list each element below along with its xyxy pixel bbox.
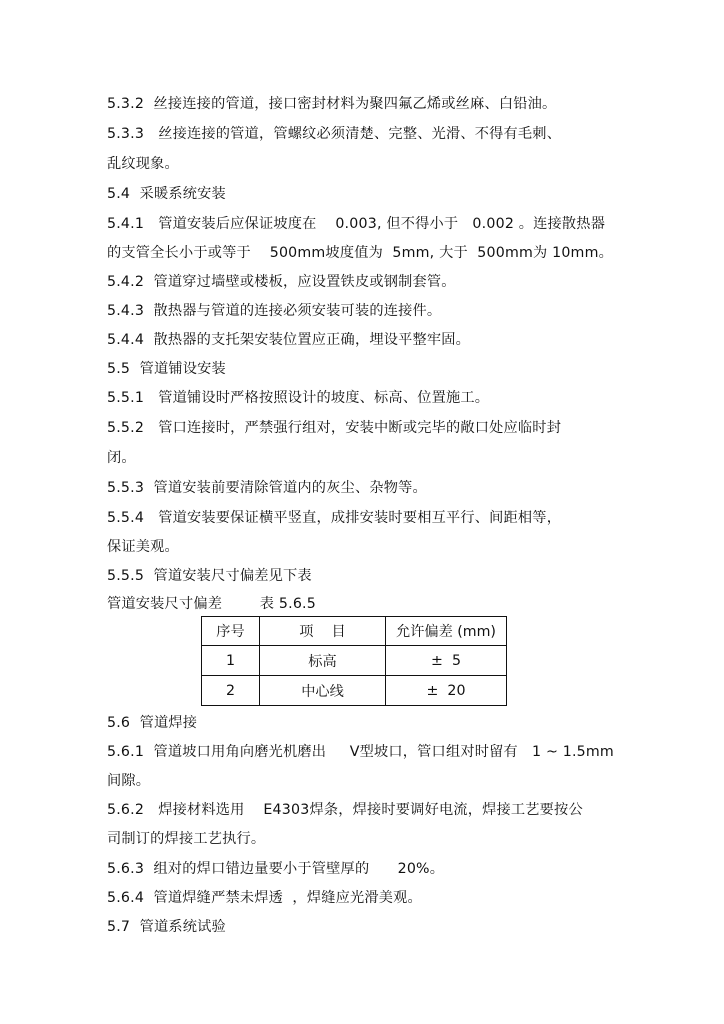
text-line: 5.5.5 管道安装尺寸偏差见下表 bbox=[107, 568, 312, 584]
table-cell: 标高 bbox=[260, 646, 386, 676]
section-heading: 5.7 管道系统试验 bbox=[107, 919, 226, 935]
text-line: 5.4.2 管道穿过墙壁或楼板，应设置铁皮或钢制套管。 bbox=[107, 274, 456, 290]
table-header-cell: 序号 bbox=[202, 617, 260, 646]
text-line: 5.5.3 管道安装前要清除管道内的灰尘、杂物等。 bbox=[107, 480, 427, 496]
text-line: 5.6.4 管道焊缝严禁未焊透 ，焊缝应光滑美观。 bbox=[107, 890, 422, 906]
table-caption: 管道安装尺寸偏差 表 5.6.5 bbox=[107, 596, 316, 612]
text-line: 5.4.4 散热器的支托架安装位置应正确，埋设平整牢固。 bbox=[107, 332, 471, 348]
text-line: 保证美观。 bbox=[107, 539, 179, 555]
text-line: 5.5.1 管道铺设时严格按照设计的坡度、标高、位置施工。 bbox=[107, 390, 490, 406]
text-line: 5.3.3 丝接连接的管道，管螺纹必须清楚、完整、光滑、不得有毛刺、 bbox=[107, 126, 562, 142]
section-heading: 5.4 采暖系统安装 bbox=[107, 186, 226, 202]
table-cell: 1 bbox=[202, 646, 260, 676]
text-line: 5.6.3 组对的焊口错边量要小于管壁厚的 20%。 bbox=[107, 861, 445, 877]
section-heading: 5.5 管道铺设安装 bbox=[107, 361, 226, 377]
text-line: 司制订的焊接工艺执行。 bbox=[107, 831, 266, 847]
deviation-table bbox=[201, 616, 507, 706]
table-row bbox=[202, 676, 507, 706]
text-line: 5.6.2 焊接材料选用 E4303焊条，焊接时要调好电流，焊接工艺要按公 bbox=[107, 802, 583, 818]
text-line: 闭。 bbox=[107, 450, 136, 466]
text-line: 的支管全长小于或等于 500mm坡度值为 5mm, 大于 500mm为 10mm。 bbox=[107, 245, 613, 261]
text-line: 5.6.1 管道坡口用角向磨光机磨出 V型坡口，管口组对时留有 1 ~ 1.5mm bbox=[107, 744, 614, 760]
section-heading: 5.6 管道焊接 bbox=[107, 715, 198, 731]
table-cell: 中心线 bbox=[260, 676, 386, 706]
table-cell: ± 20 bbox=[386, 676, 507, 706]
text-line: 5.3.2 丝接连接的管道，接口密封材料为聚四氟乙烯或丝麻、白铅油。 bbox=[107, 96, 557, 112]
text-line: 5.4.3 散热器与管道的连接必须安装可装的连接件。 bbox=[107, 303, 442, 319]
text-line: 间隙。 bbox=[107, 773, 151, 789]
text-line: 5.5.2 管口连接时，严禁强行组对，安装中断或完毕的敞口处应临时封 bbox=[107, 420, 562, 436]
text-line: 5.4.1 管道安装后应保证坡度在 0.003, 但不得小于 0.002 。连接散热器 bbox=[107, 216, 606, 232]
table-row bbox=[202, 646, 507, 676]
table-cell: ± 5 bbox=[386, 646, 507, 676]
text-line: 乱纹现象。 bbox=[107, 156, 179, 172]
text-line: 5.5.4 管道安装要保证横平竖直，成排安装时要相互平行、间距相等， bbox=[107, 510, 562, 526]
table-header-row bbox=[202, 617, 507, 646]
table-header-cell: 允许偏差 (mm) bbox=[386, 617, 507, 646]
table-header-cell: 项 目 bbox=[260, 617, 386, 646]
table-cell: 2 bbox=[202, 676, 260, 706]
